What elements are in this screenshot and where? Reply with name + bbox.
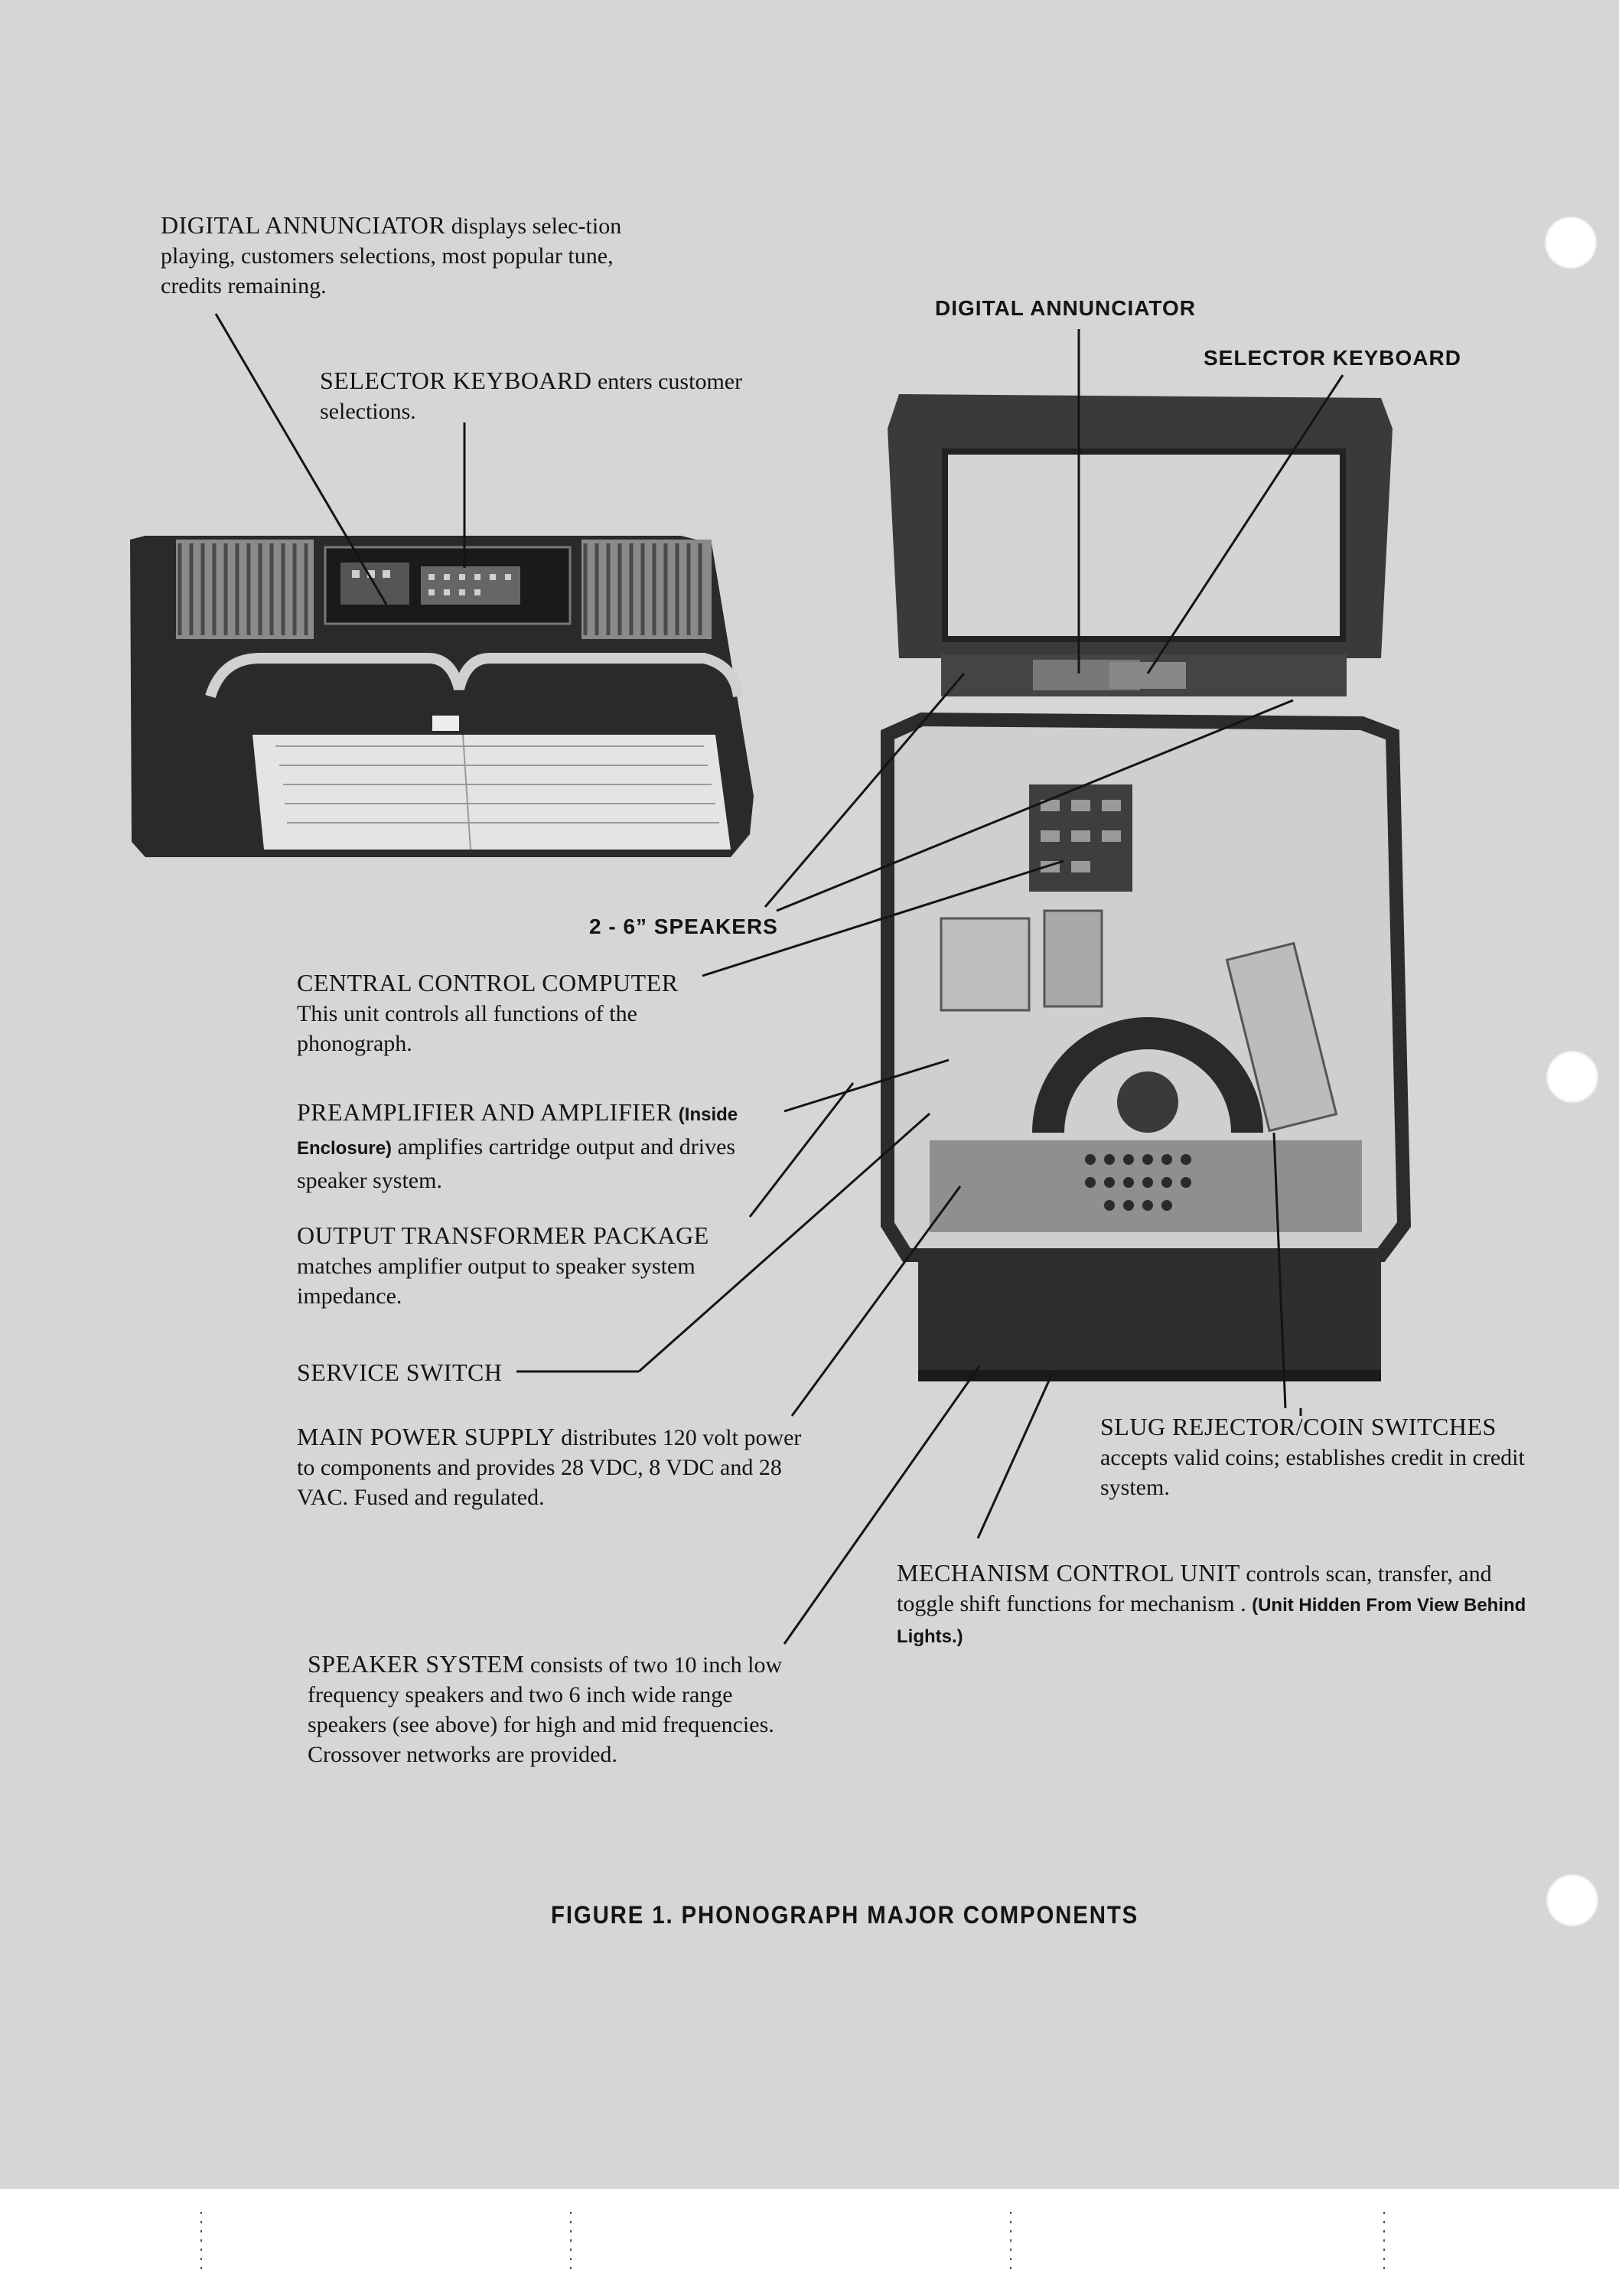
preamplifier-text: amplifies cartridge output and drives speaker system. <box>297 1134 736 1193</box>
service-switch-label <box>297 1358 502 1388</box>
service-switch-title: SERVICE SWITCH <box>297 1358 503 1386</box>
main-power-supply-text: distributes 120 volt power to components and provides 28 VDC, 8 VDC and 28 VAC. Fused and regulated. <box>297 1425 802 1510</box>
output-transformer-title: OUTPUT TRANSFORMER PACKAGE <box>297 1221 709 1249</box>
main-power-supply-title: MAIN POWER SUPPLY <box>297 1423 555 1450</box>
slug-rejector-text: accepts valid coins; establishes credit in credit system. <box>1100 1445 1525 1500</box>
speaker-system-text: consists of two 10 inch low frequency speakers and two 6 inch wide range speakers (see above) for high and mid frequencies. Crossover networks are provided. <box>308 1652 783 1767</box>
central-control-description <box>297 968 756 1058</box>
selector-keyboard-title: SELECTOR KEYBOARD <box>320 367 592 394</box>
selector-keyboard-label: SELECTOR KEYBOARD <box>1204 346 1461 370</box>
digital-annunciator-label: DIGITAL ANNUNCIATOR <box>935 296 1196 320</box>
preamplifier-description <box>297 1096 787 1197</box>
preamplifier-title: PREAMPLIFIER AND AMPLIFIER <box>297 1098 673 1126</box>
mechanism-control-description <box>897 1558 1539 1652</box>
digital-annunciator-title: DIGITAL ANNUNCIATOR <box>161 211 446 239</box>
preamplifier-title-small: (Inside Enclosure) <box>297 1104 738 1159</box>
jukebox-open-cabinet <box>888 394 1404 1381</box>
speakers-small-label: 2 - 6” SPEAKERS <box>589 915 778 938</box>
digital-annunciator-description <box>161 210 650 301</box>
central-control-text: This unit controls all functions of the phonograph. <box>297 1001 637 1056</box>
scan-mark <box>570 2212 572 2273</box>
speaker-system-title: SPEAKER SYSTEM <box>308 1650 525 1678</box>
central-control-title: CENTRAL CONTROL COMPUTER <box>297 969 679 996</box>
mechanism-control-text: controls scan, transfer, and toggle shift functions for mechanism . <box>897 1561 1492 1616</box>
digital-annunciator-text: displays selec-tion playing, customers selections, most popular tune, credits remaining. <box>161 214 622 298</box>
main-power-supply-description <box>297 1422 802 1512</box>
scan-mark <box>1010 2212 1011 2273</box>
mechanism-control-title: MECHANISM CONTROL UNIT <box>897 1559 1240 1587</box>
slug-rejector-description <box>1100 1412 1544 1502</box>
selector-keyboard-text: enters customer selections. <box>320 369 743 424</box>
figure-caption: FIGURE 1. PHONOGRAPH MAJOR COMPONENTS <box>551 1901 1139 1929</box>
output-transformer-description <box>297 1221 725 1311</box>
output-transformer-text: matches amplifier output to speaker system impedance. <box>297 1254 695 1309</box>
selector-keyboard-description <box>320 366 810 426</box>
speaker-system-description <box>308 1649 805 1769</box>
mechanism-control-note: (Unit Hidden From View Behind Lights.) <box>897 1595 1526 1647</box>
scan-mark <box>200 2212 202 2273</box>
scan-mark <box>1383 2212 1385 2273</box>
jukebox-top-photo <box>130 536 754 857</box>
slug-rejector-title: SLUG REJECTOR/COIN SWITCHES <box>1100 1413 1497 1440</box>
